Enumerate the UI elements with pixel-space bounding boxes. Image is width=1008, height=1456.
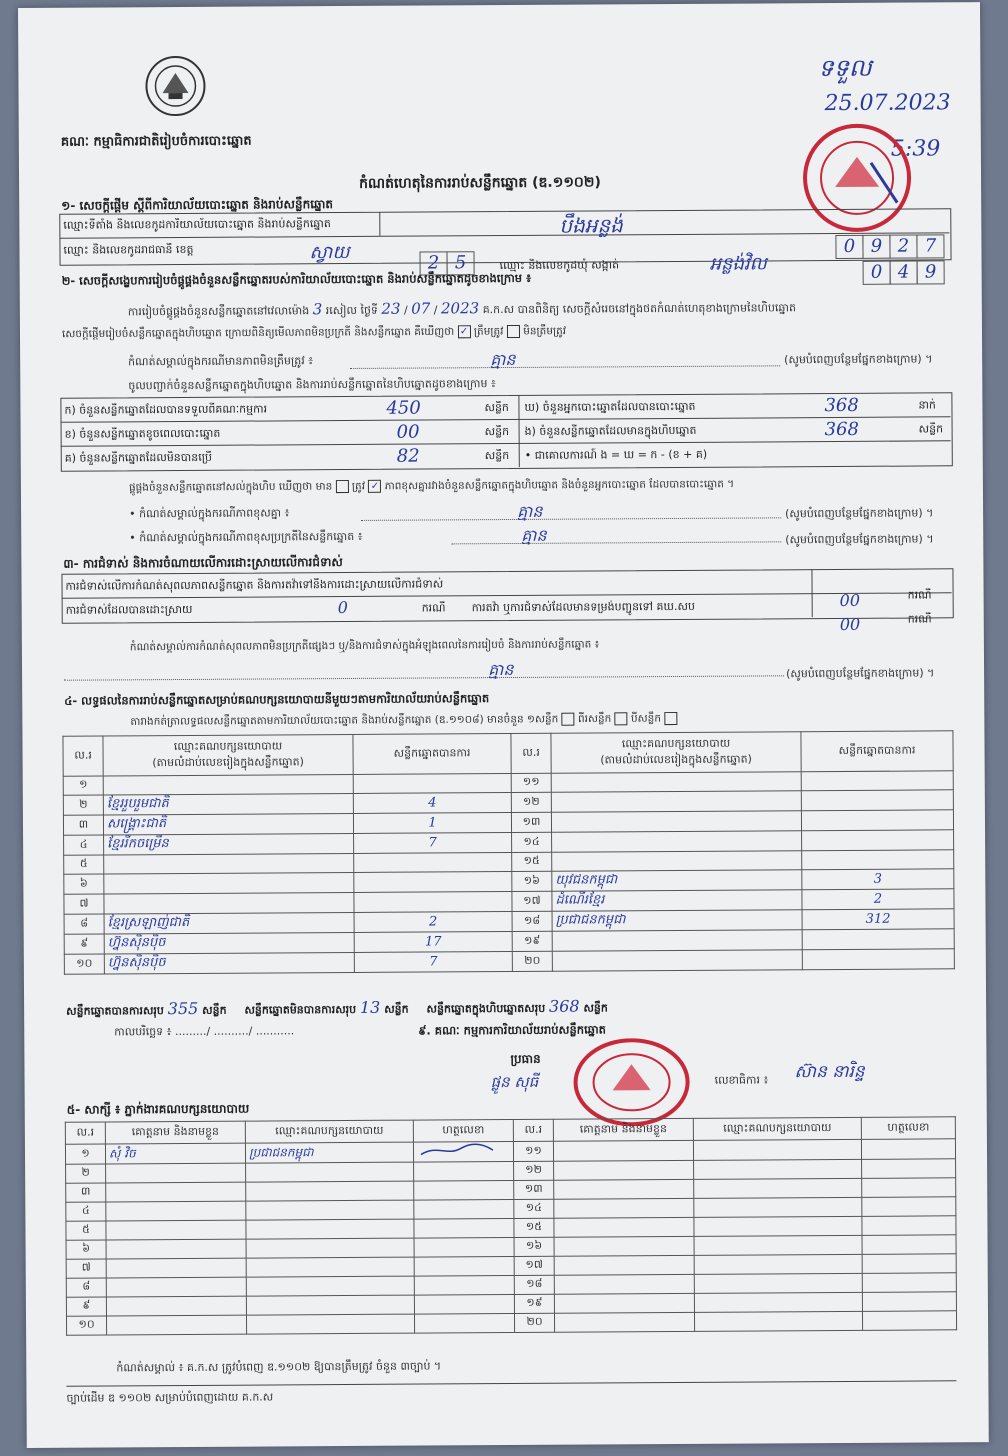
commune-value: អន្លង់វិល [709, 253, 767, 275]
party-name: ប្រជាជនកម្ពុជា [552, 910, 802, 932]
witness-party [246, 1276, 414, 1296]
vote-count [802, 929, 954, 950]
not-ok-label: មិនត្រឹមត្រូវ [523, 325, 567, 338]
col-votes: សន្លឹកឆ្នោតបានការ [353, 734, 511, 775]
row-number: ១១ [513, 1141, 553, 1161]
summary-intro: ចូលបញ្ជាក់ចំនួនសន្លឹកឆ្នោតក្នុងហិបឆ្នោត និងការរាប់សន្លឹកឆ្នោតនៃហិបឆ្នោតដូចខាងក្រោម ៖ [128, 377, 496, 393]
note-dots [350, 365, 780, 369]
match-diff-checkbox[interactable]: ✓ [368, 480, 381, 493]
witness-name [106, 1220, 246, 1240]
timing-hour: 3 [312, 300, 323, 319]
vote-count [354, 853, 512, 873]
results-table [62, 730, 954, 974]
three-sheet-label: បីសន្លឹក [630, 712, 662, 725]
total-valid-value: 355 [167, 998, 199, 1019]
witness-party [246, 1314, 414, 1334]
count-b-label: ខ) ចំនួនសន្លឹកឆ្នោតខូចពេលបោះឆ្នោត [64, 426, 221, 441]
witness-signature [862, 1311, 956, 1331]
objection-dots [64, 675, 784, 680]
vote-count [802, 830, 954, 851]
row-number: ១៧ [514, 1256, 554, 1275]
row-number: ៨ [66, 1278, 106, 1297]
check-line [62, 325, 566, 344]
chair-label: ប្រធាន [510, 1051, 541, 1067]
two-sheet-checkbox[interactable] [615, 712, 628, 725]
row-number: ១០ [66, 1316, 106, 1335]
witness-signature [414, 1313, 514, 1333]
witness-signature [862, 1159, 956, 1179]
timing-line: ការរៀបចំផ្គូផ្គងចំនួនសន្លឹកឆ្នោតនៅវេលាម៉ោង 3 រសៀល ថ្ងៃទី 23 / 07 / 2023 គ.ក.ស បានពិនិត្យ សេចក្តីសំរេចនៅក្នុងថតកំណត់ហេតុខាងក្រោមនៃហិបឆ្នោត [127, 299, 796, 319]
objection-row1-label: ការជំទាស់លើការកំណត់សុពលភាពសន្លឹកឆ្នោត និងការតវ៉ាទៅនឹងការដោះស្រាយលើការជំទាស់ [65, 577, 444, 593]
province-label: ឈ្មោះ និងលេខកូដរាជធានី ខេត្ត [63, 242, 194, 257]
witness-name [106, 1258, 246, 1278]
location-code-digit: 2 [889, 235, 917, 259]
province-code-digit: 2 [419, 251, 447, 275]
count-a-unit: សន្លឹក [484, 401, 509, 415]
party-name [552, 950, 802, 972]
vote-count [801, 771, 953, 791]
total-invalid-label: សន្លឹកឆ្នោតមិនបានការសរុប [244, 1002, 357, 1017]
party-name [552, 930, 802, 952]
party-name: យុវជនកម្ពុជា [552, 870, 802, 892]
section1-title: ១- សេចក្តីផ្តើម ស្តីពីការិយាល័យបោះឆ្នោត និងរាប់សន្លឹកឆ្នោត [61, 197, 334, 213]
row-number: ២ [63, 795, 103, 815]
witness-name [554, 1198, 694, 1218]
objection-note: កំណត់សម្គាល់ការកំណត់សុពលភាពមិនប្រក្រតីផ្សេងៗ ឬ/និងការជំទាស់ក្នុងអំឡុងពេលនៃការរៀបចំ និងការរាប់សន្លឹកឆ្នោត ៖ [129, 638, 600, 654]
unit: សន្លឹក [202, 1003, 227, 1017]
bullet1-label: • កំណត់សម្គាល់ក្នុងករណីភាពខុសគ្នា ៖ [129, 506, 290, 521]
witness-name [106, 1296, 246, 1316]
w-col-name-right: គោត្តនាម និងនាមខ្លួន [553, 1118, 693, 1141]
vote-count [801, 790, 953, 811]
count-d-label: ឃ) ចំនួនអ្នកបោះឆ្នោតដែលបានបោះឆ្នោត [524, 399, 696, 414]
witness-signature [861, 1139, 955, 1160]
party-name: ខ្មែរស្រឡាញ់ជាតិ [104, 912, 354, 934]
w-col-no: ល.រ [65, 1122, 105, 1144]
table-row [64, 949, 954, 974]
witness-signature [862, 1216, 956, 1236]
party-name [103, 774, 353, 795]
row-number: ៤ [66, 1202, 106, 1221]
vote-count: 2 [354, 911, 512, 932]
objection-hint: (សូមបំពេញបន្ថែមផ្នែកខាងក្រោម) ។ [786, 666, 935, 681]
org-name: គណៈ កម្មាធិការជាតិរៀបចំការបោះឆ្នោត [60, 133, 252, 150]
divider [66, 1380, 956, 1386]
witness-name: សុំ វិច [105, 1143, 245, 1164]
commune-code-digit: 9 [917, 260, 945, 284]
note-line [128, 354, 313, 371]
witness-name [554, 1312, 694, 1332]
bullet1-value: គ្មាន [517, 501, 543, 521]
row-number: ២០ [514, 1313, 554, 1332]
location-label: ឈ្មោះទីតាំង និងលេខកូដការិយាល័យបោះឆ្នោត និងរាប់សន្លឹកឆ្នោត [63, 217, 331, 232]
objection-row2-label: ការជំទាស់ដែលបានដោះស្រាយ [65, 602, 193, 617]
witness-signature [862, 1178, 956, 1198]
vote-count: 7 [354, 951, 512, 972]
timing-mid: រសៀល ថ្ងៃទី [325, 303, 378, 318]
party-name [552, 851, 802, 872]
row-number: ១៧ [512, 891, 552, 911]
witness-signature [414, 1161, 514, 1181]
note-label: កំណត់សម្គាល់ក្នុងករណីមានភាពមិនត្រឹមត្រូវ ៖ [128, 354, 314, 369]
witness-party [694, 1235, 862, 1255]
col-party-sub: (តាមលំដាប់លេខរៀងក្នុងសន្លឹកឆ្នោត) [152, 754, 304, 769]
party-name [104, 872, 354, 894]
count-e-label: ង) ចំនួនសន្លឹកឆ្នោតដែលមានក្នុងហិបឆ្នោត [524, 423, 697, 438]
w-col-sign-right: ហត្ថលេខា [861, 1117, 955, 1140]
committee-label: ៩. គណៈ កម្មការការិយាល័យរាប់សន្លឹកឆ្នោត [418, 1022, 607, 1038]
count-a-label: ក) ចំនួនសន្លឹកឆ្នោតដែលបានទទួលពីគណៈកម្មការ [64, 402, 268, 417]
results-intro-text: តារាងកត់ត្រាលទ្ធផលសន្លឹកឆ្នោតតាមការិយាល័យបោះឆ្នោត និងរាប់សន្លឹកឆ្នោត (ឌ.១១០៨) មានចំនួន ១សន្លឹក [130, 713, 559, 728]
party-name: ខ្មែររួបរួមជាតិ [103, 793, 353, 815]
count-e-value: 368 [824, 418, 860, 441]
witness-signature [414, 1256, 514, 1276]
witness-party [694, 1311, 862, 1331]
results-intro [130, 712, 677, 731]
objection-row1-unit: ករណី [907, 588, 932, 602]
row-number: ១៦ [514, 1237, 554, 1256]
location-value: បឹងអន្លង់ [559, 213, 623, 238]
match-line [129, 478, 734, 497]
row-number: ១៤ [512, 832, 552, 852]
witness-signature [414, 1237, 514, 1257]
witness-party [246, 1162, 414, 1182]
row-number: ៣ [63, 815, 103, 835]
province-code-digit: 5 [446, 251, 474, 275]
bullet2-label: • កំណត់សម្គាល់ក្នុងករណីភាពខុសប្រក្រតីនៃសន្លឹកឆ្នោត ៖ [129, 529, 363, 545]
vote-count: 4 [353, 793, 511, 814]
witness-name [554, 1293, 694, 1313]
row-number: ៧ [66, 1259, 106, 1278]
row-number: ៧ [64, 894, 104, 914]
committee-stamp-icon [572, 1038, 691, 1127]
vote-count: 17 [354, 931, 512, 952]
witness-party [694, 1178, 862, 1198]
vote-count [802, 949, 954, 970]
section5-title: ៥- សាក្សី ៖ ភ្នាក់ងារគណបក្សនយោបាយ [66, 1101, 250, 1117]
row-number: ៦ [64, 874, 104, 894]
witness-name [106, 1201, 246, 1221]
witness-signature [862, 1235, 956, 1255]
ok-checkbox[interactable]: ✓ [458, 325, 471, 338]
witness-name [554, 1160, 694, 1180]
witness-party [694, 1216, 862, 1236]
form-title: កំណត់ហេតុនៃការរាប់សន្លឹកឆ្នោត (ឌ.១១០២) [359, 174, 601, 192]
row-number: ១២ [514, 1161, 554, 1180]
witness-name [106, 1182, 246, 1202]
row-number: ៣ [66, 1183, 106, 1202]
check-text: សេចក្តីផ្តើមរៀបចំសន្លឹកឆ្នោតក្នុងហិបឆ្នោត ក្រោយពិនិត្យមើលភាពមិនប្រក្រតី និងសន្លឹកឆ្នោត គឺឃើញថា [61, 325, 455, 341]
two-sheet-label: ពីរសន្លឹក [577, 712, 612, 726]
row-number: ១២ [511, 792, 551, 812]
w-col-party: ឈ្មោះគណបក្សនយោបាយ [245, 1120, 413, 1143]
timing-suffix: គ.ក.ស បានពិនិត្យ សេចក្តីសំរេចនៅក្នុងថតកំណត់ហេតុខាងក្រោមនៃហិបឆ្នោត [482, 301, 796, 317]
witness-party [246, 1181, 414, 1201]
col-party-title: ឈ្មោះគណបក្សនយោបាយ [173, 738, 283, 753]
location-code-digit: 9 [862, 235, 890, 259]
section2-title: ២- សេចក្តីសង្ខេបការរៀបចំផ្គូផ្គងចំនួនសន្លឹកឆ្នោតរបស់ការិយាល័យបោះឆ្នោត និងរាប់សន្លឹកឆ្នោតដូចខាងក្រោម ៖ [61, 270, 532, 288]
count-a-value: 450 [386, 397, 421, 419]
count-c-label: គ) ចំនួនសន្លឹកឆ្នោតដែលមិនបានប្រើ [64, 450, 213, 465]
witness-party [246, 1295, 414, 1315]
received-time: 5:39 [890, 136, 941, 162]
total-all-label: សន្លឹកឆ្នោតក្នុងហិបឆ្នោតសរុប [426, 1001, 546, 1016]
date-line: កាលបរិច្ឆេទ ៖ ........./ ........../ ........... [114, 1024, 295, 1039]
vote-count: 2 [802, 889, 954, 910]
witness-name [106, 1315, 246, 1335]
witness-party [694, 1197, 862, 1217]
row-number: ៩ [64, 934, 104, 954]
party-name [552, 831, 802, 853]
totals-line [66, 996, 608, 1020]
row-number: ១៩ [512, 931, 552, 951]
location-code-digit: 7 [916, 234, 944, 258]
secretary-signature: ស៊ាន នារិន្ទ [794, 1061, 865, 1083]
vote-count [354, 871, 512, 892]
row-number: ៨ [64, 914, 104, 934]
row-number: ១៣ [514, 1180, 554, 1199]
commune-label: ឈ្មោះ និងលេខកូដឃុំ សង្កាត់ [499, 258, 620, 273]
w-col-party-right: ឈ្មោះគណបក្សនយោបាយ [693, 1117, 861, 1140]
row-number: ៥ [66, 1221, 106, 1240]
witness-name [554, 1179, 694, 1199]
match-yes-label: ត្រូវ [351, 480, 366, 493]
received-note: ទទួល [818, 53, 872, 83]
count-e-unit: សន្លឹក [918, 422, 944, 436]
witness-name [554, 1236, 694, 1256]
total-invalid-value: 13 [359, 997, 381, 1017]
witness-party [246, 1219, 414, 1239]
party-name: ហ្វ៊ុនស៊ិនប៉ិច [104, 932, 354, 954]
witness-party [246, 1257, 414, 1277]
unit: សន្លឹក [583, 1001, 608, 1015]
match-diff-label: ភាពខុសគ្នារវាងចំនួនសន្លឹកឆ្នោតក្នុងហិបឆ្នោត និងចំនួនអ្នកបោះឆ្នោត ដែលបានបោះឆ្នោត ។ [384, 478, 735, 493]
row-number: ១៦ [512, 871, 552, 891]
table-row [66, 1311, 956, 1335]
row-number: ១៨ [512, 911, 552, 931]
objection-row2-mid: ការតវ៉ា ឬការជំទាស់ដែលមានទម្រង់បញ្ជូនទៅ គឃ.សប [471, 599, 695, 615]
witness-name [106, 1277, 246, 1297]
ok-label: ត្រឹមត្រូវ [473, 325, 504, 338]
witness-signature [414, 1180, 514, 1200]
objection-row2-value: 0 [337, 597, 348, 618]
witness-party [694, 1159, 862, 1179]
witness-name [554, 1274, 694, 1294]
witness-party [246, 1200, 414, 1220]
objection-row2-value2: 00 [839, 614, 861, 634]
count-c-value: 82 [396, 445, 420, 467]
row-number: ១ [65, 1144, 105, 1164]
col-votes-right: សន្លឹកឆ្នោតបានការ [801, 731, 953, 772]
vote-count: 3 [802, 869, 954, 890]
row-number: ១៥ [514, 1218, 554, 1237]
note-fill-hint: (សូមបំពេញបន្ថែមផ្នែកខាងក្រោម) ។ [784, 352, 933, 367]
witness-signature [414, 1199, 514, 1219]
divider [379, 212, 380, 236]
three-sheet-checkbox[interactable] [664, 712, 677, 725]
one-sheet-checkbox[interactable] [562, 713, 575, 726]
form-sheet [18, 2, 989, 1448]
note-value: គ្មាន [490, 349, 516, 370]
bullet1-dots [361, 517, 781, 521]
match-yes-checkbox[interactable] [336, 480, 349, 493]
party-name [551, 791, 801, 813]
party-name: ខ្មែររីកចម្រើន [104, 833, 354, 855]
timing-prefix: ការរៀបចំផ្គូផ្គងចំនួនសន្លឹកឆ្នោតនៅវេលាម៉ោង [127, 304, 310, 319]
vote-count: 7 [354, 833, 512, 854]
witness-party [694, 1254, 862, 1274]
row-number: ៥ [64, 855, 104, 874]
witness-signature [862, 1197, 956, 1217]
timing-day: 23 [381, 299, 401, 318]
col-no-right: ល.រ [511, 733, 551, 773]
timing-month: 07 [411, 299, 431, 318]
row-number: ១១ [511, 773, 551, 792]
nec-emblem-icon [144, 55, 206, 117]
objection-row2-unit2: ករណី [907, 612, 932, 626]
row-number: ១៤ [514, 1199, 554, 1218]
formula-note: • ជាគោលការណ៍ ង = ឃ = ក - (ខ + គ) [524, 447, 708, 462]
count-d-value: 368 [824, 394, 859, 417]
total-all-value: 368 [548, 996, 580, 1016]
count-c-unit: សន្លឹក [484, 449, 510, 463]
bullet2-dots [451, 541, 781, 544]
bullet2-hint: (សូមបំពេញបន្ថែមផ្នែកខាងក្រោម) ។ [785, 532, 934, 547]
vote-count [353, 774, 511, 794]
count-d-unit: នាក់ [918, 398, 936, 412]
party-name [104, 853, 354, 874]
not-ok-checkbox[interactable] [507, 325, 520, 338]
secretary-label: លេខាធិការ ៖ [714, 1073, 769, 1087]
witness-party [694, 1273, 862, 1293]
party-name: សង្គ្រោះជាតិ [103, 813, 353, 835]
w-col-no-right: ល.រ [513, 1119, 553, 1141]
col-no: ល.រ [63, 736, 103, 776]
witness-name [553, 1140, 693, 1161]
witness-name [106, 1163, 246, 1183]
received-date: 25.07.2023 [824, 90, 951, 117]
col-party-title: ឈ្មោះគណបក្សនយោបាយ [621, 736, 731, 750]
match-text: ផ្គូផ្គងចំនួនសន្លឹកឆ្នោតនៅសល់ក្នុងហិប ឃើញថា មាន [128, 480, 333, 494]
witness-party [694, 1292, 862, 1312]
witness-party: ប្រជាជនកម្ពុជា [245, 1142, 413, 1163]
chair-signature: ផ្លូន សុធី [490, 1072, 539, 1092]
objection-row1-value: 00 [839, 590, 861, 610]
bullet2-value: គ្មាន [521, 525, 547, 545]
witness-name [554, 1255, 694, 1275]
witness-signature [862, 1292, 956, 1312]
row-number: ១០ [64, 954, 104, 974]
col-party-sub: (តាមលំដាប់លេខរៀងក្នុងសន្លឹកឆ្នោត) [600, 752, 752, 766]
section4-title: ៤- លទ្ធផលនៃការរាប់សន្លឹកឆ្នោតសម្រាប់គណបក្សនយោបាយនីមួយៗតាមការិយាល័យរាប់សន្លឹកឆ្នោត [64, 691, 490, 708]
section3-title: ៣- ការជំទាស់ និងការចំណាយលើការដោះស្រាយលើការជំទាស់ [63, 555, 343, 571]
w-col-name: គោត្តនាម និងនាមខ្លួន [105, 1121, 245, 1144]
commune-code-digit: 0 [863, 261, 891, 285]
vote-count: 1 [353, 813, 511, 834]
col-party [103, 734, 353, 776]
witness-signature [414, 1294, 514, 1314]
timing-year: 2023 [440, 299, 480, 318]
row-number: ២០ [512, 951, 552, 971]
row-number: ៩ [66, 1297, 106, 1316]
party-name [551, 811, 801, 833]
bottom-note: ច្បាប់ដើម ឌ ១១០២ សម្រាប់បំពេញដោយ គ.ក.ស [66, 1390, 274, 1405]
row-number: ១៨ [514, 1275, 554, 1294]
unit: សន្លឹក [384, 1002, 409, 1016]
witness-table [65, 1116, 957, 1335]
count-b-value: 00 [396, 421, 420, 443]
vote-count [801, 810, 953, 831]
col-party-right [551, 732, 801, 774]
witness-name [554, 1217, 694, 1237]
count-b-unit: សន្លឹក [484, 425, 510, 439]
w-col-sign: ហត្ថលេខា [413, 1119, 513, 1142]
commune-code-digit: 4 [890, 261, 918, 285]
vote-count [802, 850, 954, 870]
witness-signature [414, 1218, 514, 1238]
witness-signature [862, 1273, 956, 1293]
location-code-digit: 0 [835, 235, 863, 259]
witness-party [246, 1238, 414, 1258]
footnote: កំណត់សម្គាល់ ៖ គ.ក.ស ត្រូវបំពេញ ឌ.១១០២ ឱ្យបានត្រឹមត្រូវ ចំនួន ៣ច្បាប់ ។ [116, 1359, 442, 1375]
vote-count: 312 [802, 909, 954, 930]
party-name: ដំណើរខ្មែរ [552, 890, 802, 912]
witness-party [693, 1139, 861, 1160]
witness-name [106, 1239, 246, 1259]
row-number: ១៩ [514, 1294, 554, 1313]
total-valid-label: សន្លឹកឆ្នោតបានការសរុប [66, 1004, 164, 1018]
row-number: ៦ [66, 1240, 106, 1259]
row-number: ៤ [64, 835, 104, 855]
row-number: ១៣ [511, 812, 551, 832]
objection-note-value: គ្មាន [487, 659, 514, 680]
vote-count [354, 891, 512, 912]
row-number: ១ [63, 776, 103, 795]
row-number: ២ [66, 1164, 106, 1183]
witness-signature [413, 1141, 513, 1162]
party-name [104, 892, 354, 914]
witness-signature [862, 1254, 956, 1274]
row-number: ១៥ [512, 852, 552, 871]
objection-row2-unit: ករណី [421, 601, 446, 615]
bullet1-hint: (សូមបំពេញបន្ថែមផ្នែកខាងក្រោម) ។ [785, 506, 934, 521]
witness-signature [414, 1275, 514, 1295]
province-value: ស្វាយ [309, 241, 350, 264]
party-name: ហ្វ៊ុនស៊ិនប៉ិច [104, 952, 354, 974]
party-name [551, 772, 801, 793]
